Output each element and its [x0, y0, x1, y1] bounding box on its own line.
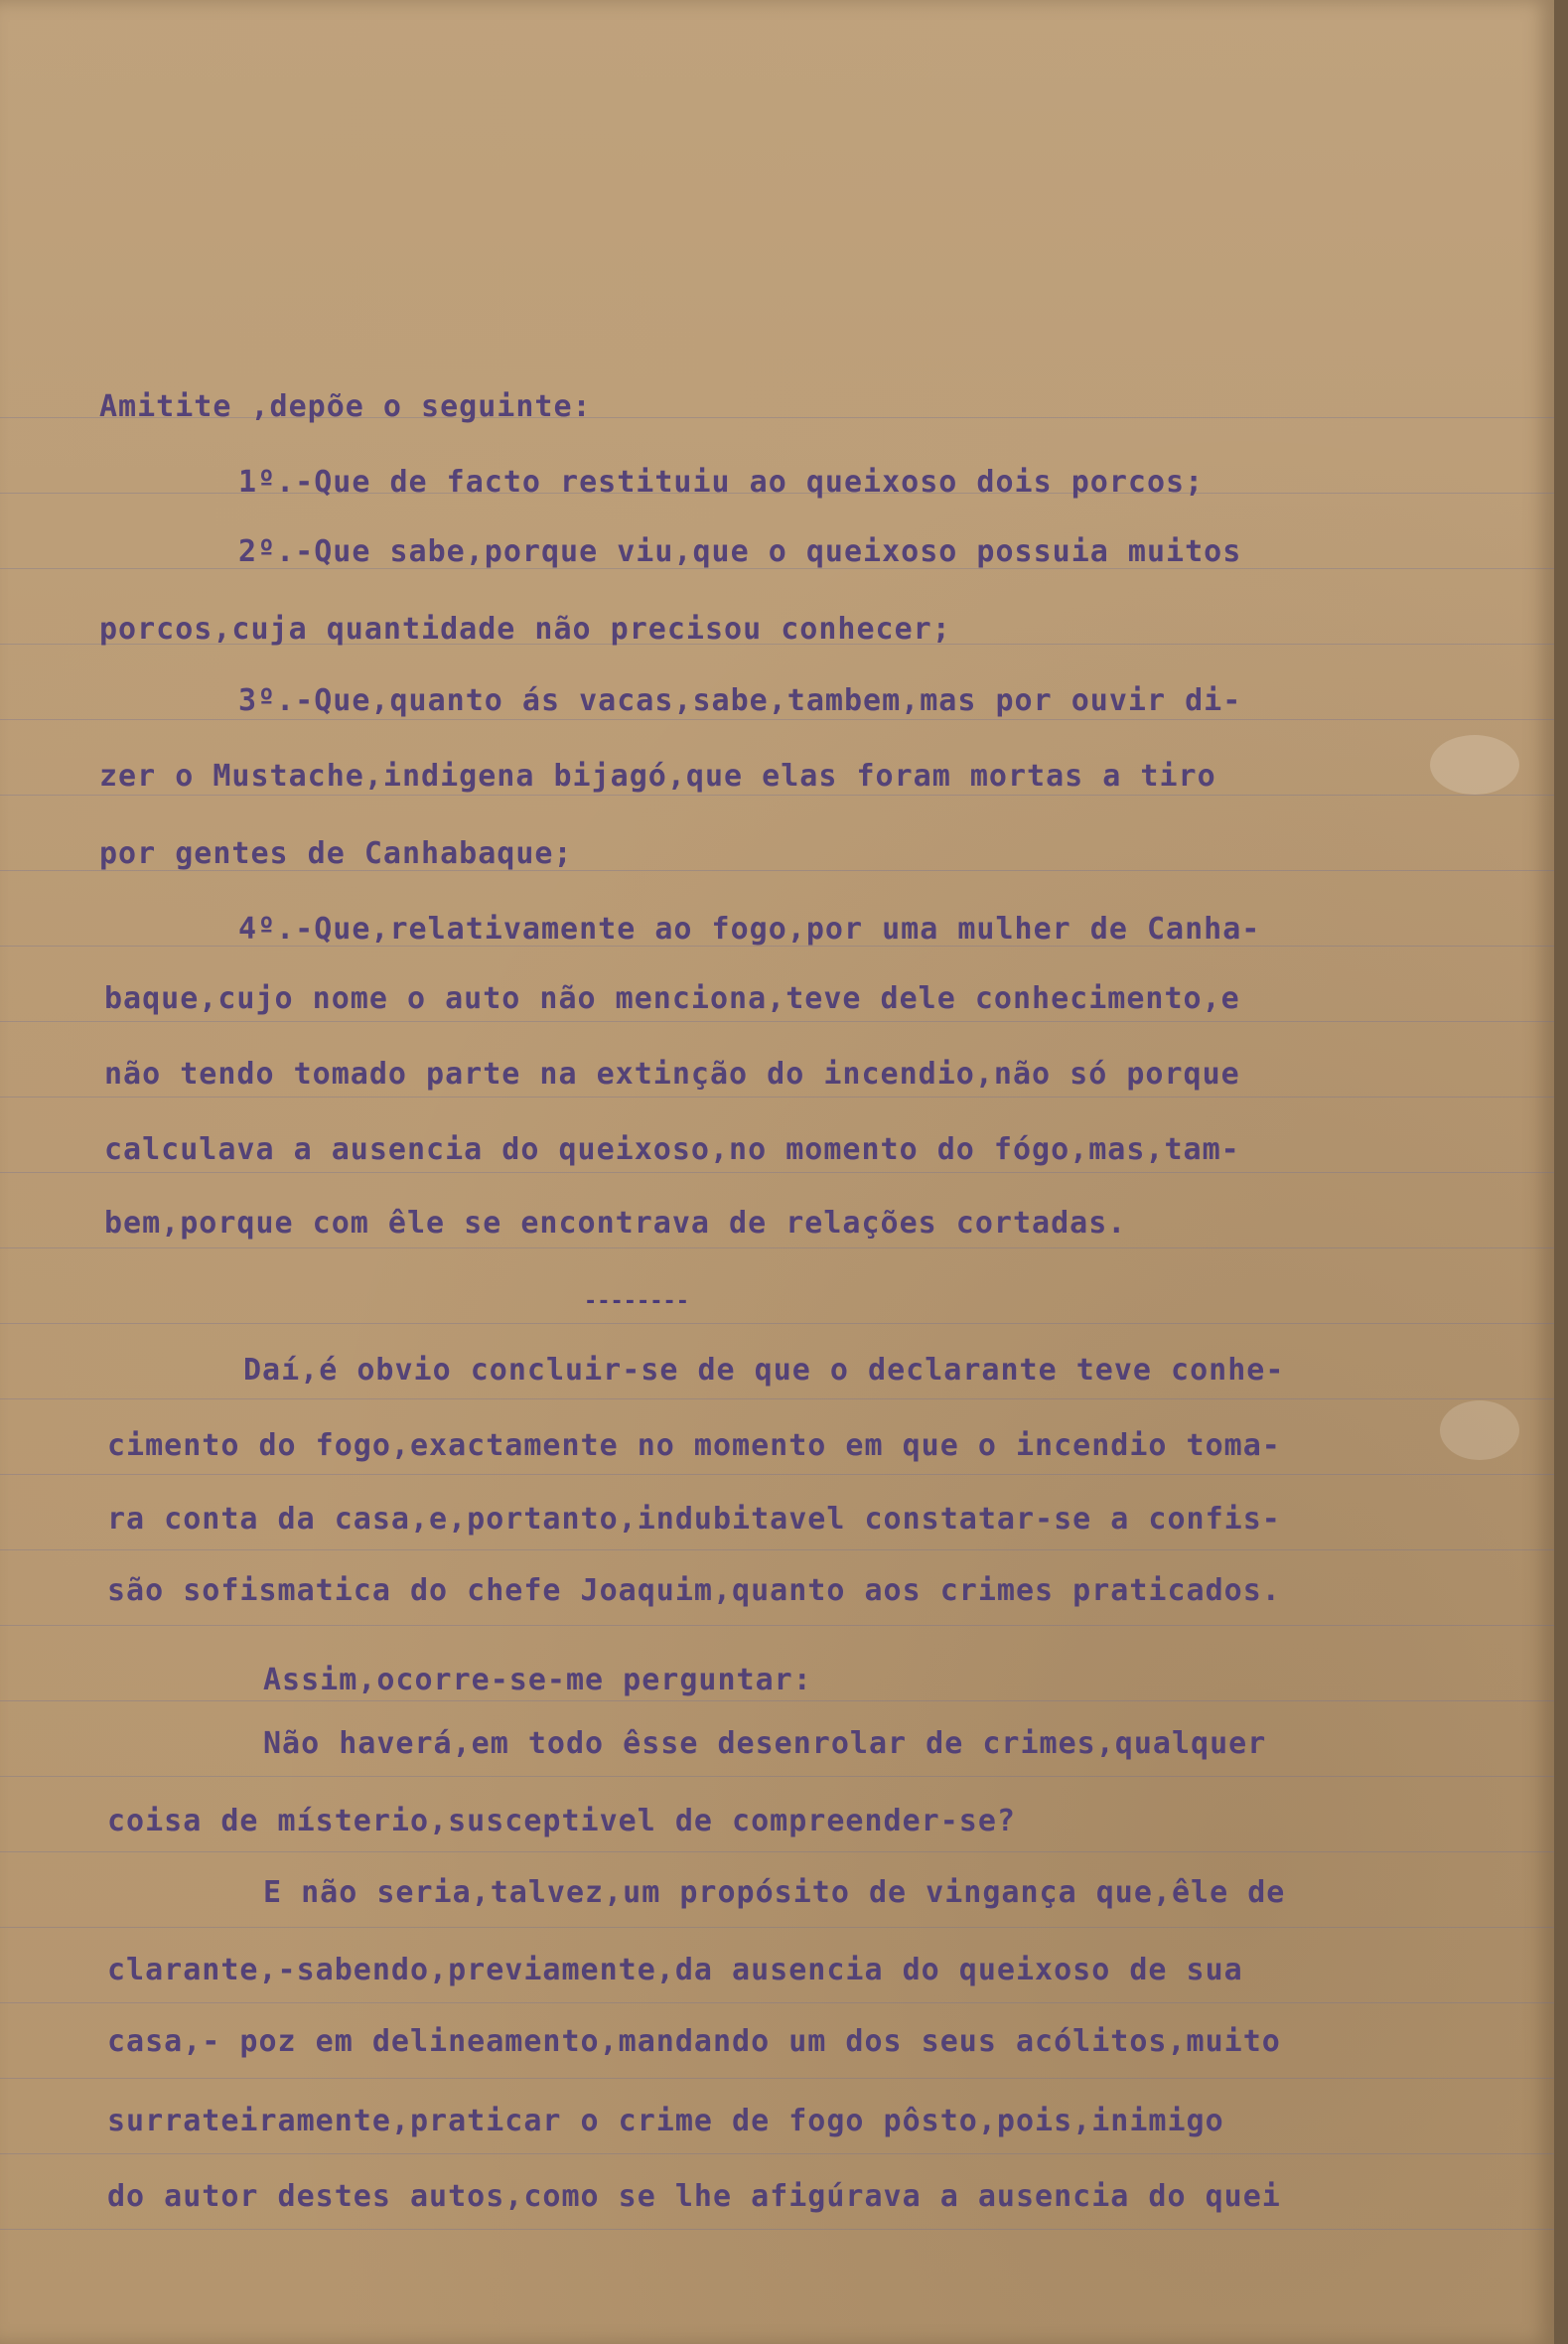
text-line: Assim,ocorre-se-me perguntar:: [263, 1663, 812, 1697]
section-divider: --------: [584, 1289, 689, 1314]
page-edge: [1554, 0, 1568, 2344]
text-line: Amitite ,depõe o seguinte:: [99, 389, 592, 424]
text-line: calculava a ausencia do queixoso,no momento do fógo,mas,tam-: [104, 1132, 1240, 1167]
text-line: bem,porque com êle se encontrava de relações cortadas.: [104, 1206, 1127, 1241]
text-line: Daí,é obvio concluir-se de que o declarante teve conhe-: [243, 1353, 1285, 1388]
text-line: 3º.-Que,quanto ás vacas,sabe,tambem,mas por ouvir di-: [238, 683, 1242, 718]
text-line: coisa de místerio,susceptivel de compreender-se?: [107, 1804, 1016, 1838]
text-line: 4º.-Que,relativamente ao fogo,por uma mulher de Canha-: [238, 912, 1261, 947]
text-line: do autor destes autos,como se lhe afigúrava a ausencia do quei: [107, 2179, 1281, 2214]
text-line: 2º.-Que sabe,porque viu,que o queixoso possuia muitos: [238, 534, 1242, 569]
text-line: clarante,-sabendo,previamente,da ausencia do queixoso de sua: [107, 1953, 1243, 1987]
text-line: não tendo tomado parte na extinção do incendio,não só porque: [104, 1057, 1240, 1092]
text-line: por gentes de Canhabaque;: [99, 836, 573, 871]
text-line: zer o Mustache,indigena bijagó,que elas foram mortas a tiro: [99, 759, 1216, 794]
text-line: baque,cujo nome o auto não menciona,teve dele conhecimento,e: [104, 981, 1240, 1016]
text-line: ra conta da casa,e,portanto,indubitavel constatar-se a confis-: [107, 1502, 1281, 1537]
text-line: surrateiramente,praticar o crime de fogo pôsto,pois,inimigo: [107, 2104, 1224, 2138]
text-line: porcos,cuja quantidade não precisou conhecer;: [99, 612, 951, 647]
text-line: casa,- poz em delineamento,mandando um dos seus acólitos,muito: [107, 2024, 1281, 2059]
text-line: E não seria,talvez,um propósito de vingança que,êle de: [263, 1875, 1286, 1910]
text-line: Não haverá,em todo êsse desenrolar de crimes,qualquer: [263, 1726, 1267, 1761]
text-line: 1º.-Que de facto restituiu ao queixoso dois porcos;: [238, 465, 1205, 500]
text-line: cimento do fogo,exactamente no momento em que o incendio toma-: [107, 1428, 1281, 1463]
text-line: são sofismatica do chefe Joaquim,quanto aos crimes praticados.: [107, 1573, 1281, 1608]
